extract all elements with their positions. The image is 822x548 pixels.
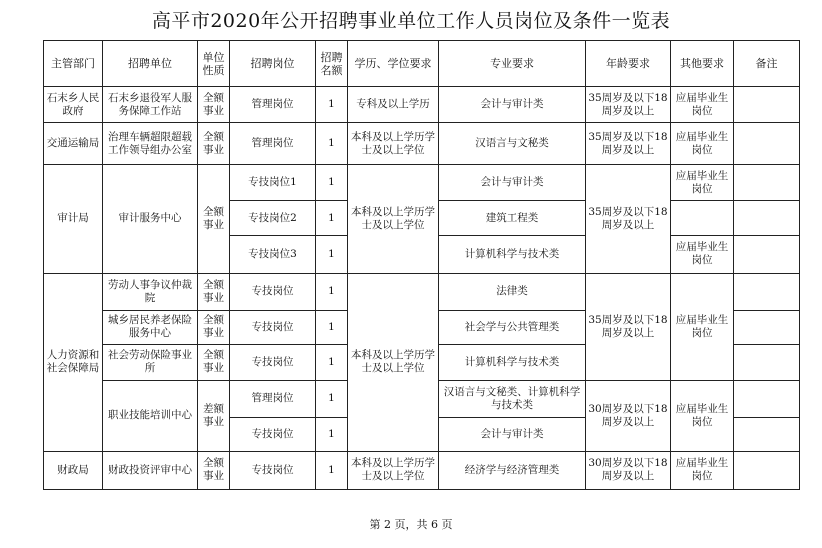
unit-cell: 社会劳动保险事业所	[103, 344, 198, 380]
count-cell: 1	[316, 87, 348, 123]
post-cell: 专技岗位	[230, 344, 316, 380]
post-cell: 管理岗位	[230, 87, 316, 123]
header-age: 年龄要求	[586, 41, 671, 87]
table-row	[44, 165, 800, 201]
table-row	[44, 273, 800, 310]
edu-cell: 本科及以上学历学士及以上学位	[348, 273, 439, 451]
header-edu: 学历、学位要求	[348, 41, 439, 87]
unit-cell: 审计服务中心	[103, 165, 198, 273]
post-cell: 管理岗位	[230, 123, 316, 165]
document-title: 高平市2020年公开招聘事业单位工作人员岗位及条件一览表	[151, 10, 671, 32]
unit-cell: 城乡居民养老保险服务中心	[103, 310, 198, 344]
note-cell	[734, 236, 800, 273]
table-row	[44, 123, 800, 165]
nature-cell: 全额事业	[198, 344, 230, 380]
major-cell: 计算机科学与技术类	[439, 344, 586, 380]
header-nature: 单位性质	[198, 41, 230, 87]
edu-cell: 本科及以上学历学士及以上学位	[348, 165, 439, 273]
nature-cell: 全额事业	[198, 310, 230, 344]
major-cell: 经济学与经济管理类	[439, 451, 586, 489]
post-cell: 管理岗位	[230, 380, 316, 417]
count-cell: 1	[316, 417, 348, 451]
note-cell	[734, 380, 800, 417]
note-cell	[734, 344, 800, 380]
count-cell: 1	[316, 273, 348, 310]
count-cell: 1	[316, 236, 348, 273]
other-cell: 应届毕业生岗位	[671, 451, 734, 489]
unit-cell: 财政投资评审中心	[103, 451, 198, 489]
age-cell: 35周岁及以下18周岁及以上	[586, 165, 671, 273]
other-cell: 应届毕业生岗位	[671, 236, 734, 273]
age-cell: 30周岁及以下18周岁及以上	[586, 451, 671, 489]
nature-cell: 差额事业	[198, 380, 230, 451]
major-cell: 建筑工程类	[439, 201, 586, 236]
major-cell: 法律类	[439, 273, 586, 310]
edu-cell: 本科及以上学历学士及以上学位	[348, 123, 439, 165]
header-other: 其他要求	[671, 41, 734, 87]
header-count: 招聘名额	[316, 41, 348, 87]
positions-table	[43, 40, 800, 490]
unit-cell: 职业技能培训中心	[103, 380, 198, 451]
header-major: 专业要求	[439, 41, 586, 87]
table-row	[44, 451, 800, 489]
page-number: 第 2 页，共 6 页	[369, 518, 453, 531]
nature-cell: 全额事业	[198, 165, 230, 273]
nature-cell: 全额事业	[198, 87, 230, 123]
major-cell: 会计与审计类	[439, 87, 586, 123]
header-dept: 主管部门	[44, 41, 103, 87]
unit-cell: 劳动人事争议仲裁院	[103, 273, 198, 310]
edu-cell: 本科及以上学历学士及以上学位	[348, 451, 439, 489]
post-cell: 专技岗位	[230, 451, 316, 489]
nature-cell: 全额事业	[198, 273, 230, 310]
post-cell: 专技岗位3	[230, 236, 316, 273]
note-cell	[734, 310, 800, 344]
other-cell: 应届毕业生岗位	[671, 123, 734, 165]
age-cell: 35周岁及以下18周岁及以上	[586, 123, 671, 165]
other-cell: 应届毕业生岗位	[671, 380, 734, 451]
count-cell: 1	[316, 344, 348, 380]
dept-cell: 人力资源和社会保障局	[44, 273, 103, 451]
unit-cell: 治理车辆超限超载工作领导组办公室	[103, 123, 198, 165]
header-row	[44, 41, 800, 87]
nature-cell: 全额事业	[198, 123, 230, 165]
post-cell: 专技岗位	[230, 273, 316, 310]
age-cell: 35周岁及以下18周岁及以上	[586, 87, 671, 123]
dept-cell: 财政局	[44, 451, 103, 489]
post-cell: 专技岗位2	[230, 201, 316, 236]
count-cell: 1	[316, 451, 348, 489]
major-cell: 汉语言与文秘类	[439, 123, 586, 165]
other-cell: 应届毕业生岗位	[671, 165, 734, 201]
post-cell: 专技岗位	[230, 417, 316, 451]
count-cell: 1	[316, 123, 348, 165]
major-cell: 会计与审计类	[439, 165, 586, 201]
major-cell: 会计与审计类	[439, 417, 586, 451]
unit-cell: 石末乡退役军人服务保障工作站	[103, 87, 198, 123]
nature-cell: 全额事业	[198, 451, 230, 489]
other-cell: 应届毕业生岗位	[671, 273, 734, 380]
post-cell: 专技岗位1	[230, 165, 316, 201]
header-post: 招聘岗位	[230, 41, 316, 87]
header-unit: 招聘单位	[103, 41, 198, 87]
note-cell	[734, 451, 800, 489]
count-cell: 1	[316, 201, 348, 236]
age-cell: 30周岁及以下18周岁及以上	[586, 380, 671, 451]
count-cell: 1	[316, 310, 348, 344]
edu-cell: 专科及以上学历	[348, 87, 439, 123]
count-cell: 1	[316, 165, 348, 201]
note-cell	[734, 165, 800, 201]
dept-cell: 审计局	[44, 165, 103, 273]
header-note: 备注	[734, 41, 800, 87]
dept-cell: 交通运输局	[44, 123, 103, 165]
major-cell: 社会学与公共管理类	[439, 310, 586, 344]
table-row	[44, 87, 800, 123]
other-cell: 应届毕业生岗位	[671, 87, 734, 123]
dept-cell: 石末乡人民政府	[44, 87, 103, 123]
post-cell: 专技岗位	[230, 310, 316, 344]
major-cell: 计算机科学与技术类	[439, 236, 586, 273]
note-cell	[734, 87, 800, 123]
note-cell	[734, 201, 800, 236]
count-cell: 1	[316, 380, 348, 417]
age-cell: 35周岁及以下18周岁及以上	[586, 273, 671, 380]
note-cell	[734, 273, 800, 310]
other-cell	[671, 201, 734, 236]
note-cell	[734, 123, 800, 165]
note-cell	[734, 417, 800, 451]
major-cell: 汉语言与文秘类、计算机科学与技术类	[439, 380, 586, 417]
